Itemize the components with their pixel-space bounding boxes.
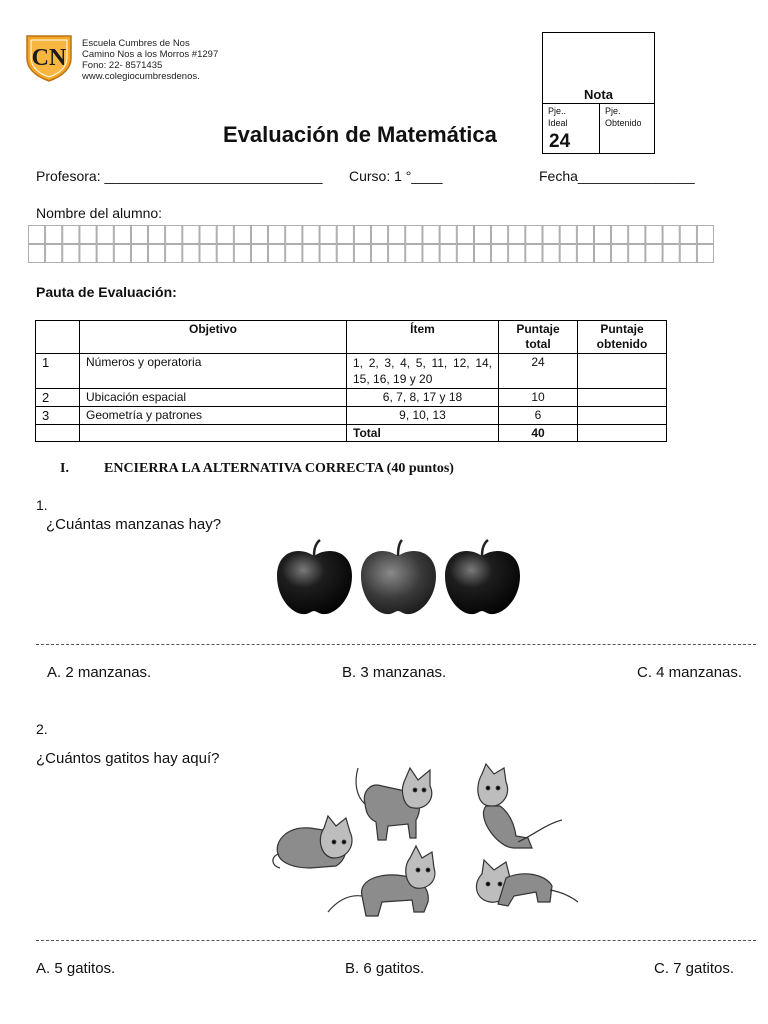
name-letter-box[interactable]: [680, 245, 696, 263]
name-letter-box[interactable]: [320, 226, 336, 244]
name-letter-box[interactable]: [543, 226, 559, 244]
school-web: www.colegiocumbresdenos.: [82, 71, 200, 82]
row-number: 2: [36, 389, 80, 407]
apple: [445, 540, 520, 614]
row-objetivo: Números y operatoria: [80, 354, 347, 389]
pje-ideal-label: Pje.. Ideal: [548, 106, 568, 128]
name-letter-box[interactable]: [372, 245, 388, 263]
name-letter-box[interactable]: [594, 226, 610, 244]
name-letter-box[interactable]: [492, 226, 508, 244]
name-letter-box[interactable]: [97, 245, 113, 263]
row-item: 6, 7, 8, 17 y 18: [347, 389, 499, 407]
name-letter-box[interactable]: [166, 245, 182, 263]
name-letter-box[interactable]: [303, 226, 319, 244]
table-header: Puntaje total: [499, 321, 578, 354]
name-letter-box[interactable]: [46, 226, 62, 244]
divider: [36, 644, 756, 645]
name-letter-box[interactable]: [509, 245, 525, 263]
pje-obtenido-label: Pje. Obtenido: [605, 106, 642, 128]
name-letter-box[interactable]: [114, 245, 130, 263]
question-text: ¿Cuántas manzanas hay?: [46, 516, 222, 533]
name-letter-box[interactable]: [149, 245, 165, 263]
name-letter-box[interactable]: [423, 226, 439, 244]
name-letter-box[interactable]: [354, 226, 370, 244]
name-letter-box[interactable]: [63, 245, 79, 263]
name-letter-box[interactable]: [200, 245, 216, 263]
name-letter-grid[interactable]: [28, 225, 714, 263]
name-letter-box[interactable]: [303, 245, 319, 263]
name-letter-box[interactable]: [697, 245, 713, 263]
school-phone: Fono: 22- 8571435: [82, 60, 163, 71]
row-obtenido[interactable]: [578, 407, 667, 425]
row-puntaje: 24: [499, 354, 578, 389]
table-row: [36, 407, 667, 425]
row-number: 1: [36, 354, 80, 389]
table-header: Ítem: [347, 321, 499, 354]
name-letter-box[interactable]: [166, 226, 182, 244]
name-letter-box[interactable]: [612, 226, 628, 244]
name-letter-box[interactable]: [46, 245, 62, 263]
name-letter-box[interactable]: [526, 226, 542, 244]
apples-icon: [272, 538, 524, 620]
name-letter-box[interactable]: [457, 245, 473, 263]
question-number: 1.: [36, 497, 48, 513]
table-header: [36, 321, 80, 354]
row-puntaje: 10: [499, 389, 578, 407]
name-letter-box[interactable]: [646, 245, 662, 263]
table-row: [36, 389, 667, 407]
name-letter-box[interactable]: [560, 245, 576, 263]
question-number: 2.: [36, 721, 48, 737]
school-address: Camino Nos a los Morros #1297: [82, 49, 219, 60]
section-heading: [60, 461, 454, 477]
name-letter-box[interactable]: [646, 226, 662, 244]
name-letter-box[interactable]: [286, 226, 302, 244]
name-letter-box[interactable]: [474, 245, 490, 263]
name-letter-box[interactable]: [80, 245, 96, 263]
pje-ideal-value: 24: [549, 131, 571, 152]
name-letter-box[interactable]: [492, 245, 508, 263]
name-letter-box[interactable]: [577, 245, 593, 263]
name-letter-box[interactable]: [509, 226, 525, 244]
name-letter-box[interactable]: [612, 245, 628, 263]
divider: [599, 103, 600, 153]
name-letter-box[interactable]: [114, 226, 130, 244]
question-text: ¿Cuántos gatitos hay aquí?: [36, 750, 220, 767]
name-letter-box[interactable]: [629, 226, 645, 244]
option-c[interactable]: C. 4 manzanas.: [637, 664, 743, 681]
name-letter-box[interactable]: [131, 226, 147, 244]
row-objetivo: Geometría y patrones: [80, 407, 347, 425]
name-letter-box[interactable]: [372, 226, 388, 244]
name-letter-box[interactable]: [389, 226, 405, 244]
name-letter-box[interactable]: [29, 226, 45, 244]
name-letter-box[interactable]: [80, 226, 96, 244]
school-name: Escuela Cumbres de Nos: [82, 38, 190, 49]
name-letter-box[interactable]: [663, 245, 679, 263]
table-header: Puntaje obtenido: [578, 321, 667, 354]
total-label: Total: [347, 425, 499, 442]
school-logo-icon: [24, 32, 74, 82]
name-letter-box[interactable]: [234, 245, 250, 263]
row-number: 3: [36, 407, 80, 425]
name-letter-box[interactable]: [29, 245, 45, 263]
table-header: Objetivo: [80, 321, 347, 354]
table-total-row: [36, 425, 667, 442]
option-b[interactable]: B. 3 manzanas.: [342, 664, 447, 681]
name-letter-box[interactable]: [149, 226, 165, 244]
name-letter-box[interactable]: [577, 226, 593, 244]
page-title: Evaluación de Matemática: [223, 122, 497, 147]
evaluation-table: [35, 320, 667, 442]
name-letter-box[interactable]: [269, 226, 285, 244]
name-letter-box[interactable]: [697, 226, 713, 244]
name-letter-box[interactable]: [423, 245, 439, 263]
name-letter-box[interactable]: [131, 245, 147, 263]
table-header-row: [36, 321, 667, 354]
name-letter-box[interactable]: [320, 245, 336, 263]
option-c[interactable]: C. 7 gatitos.: [654, 960, 735, 977]
name-letter-box[interactable]: [629, 245, 645, 263]
option-a[interactable]: A. 5 gatitos.: [36, 960, 116, 977]
fecha-field[interactable]: Fecha_______________: [539, 168, 695, 184]
name-letter-box[interactable]: [680, 226, 696, 244]
name-letter-box[interactable]: [63, 226, 79, 244]
apple: [277, 540, 352, 614]
name-letter-box[interactable]: [560, 226, 576, 244]
row-obtenido[interactable]: [578, 389, 667, 407]
kitten: [273, 816, 352, 868]
name-letter-box[interactable]: [183, 226, 199, 244]
total-value: 40: [499, 425, 578, 442]
name-letter-box[interactable]: [286, 245, 302, 263]
name-letter-box[interactable]: [406, 245, 422, 263]
row-puntaje: 6: [499, 407, 578, 425]
table-row: [36, 354, 667, 389]
name-letter-box[interactable]: [251, 226, 267, 244]
nombre-label: Nombre del alumno:: [36, 205, 163, 221]
pauta-title: Pauta de Evaluación:: [36, 284, 177, 300]
name-letter-box[interactable]: [337, 245, 353, 263]
name-letter-box[interactable]: [474, 226, 490, 244]
name-letter-box[interactable]: [337, 226, 353, 244]
name-letter-box[interactable]: [354, 245, 370, 263]
row-objetivo: Ubicación espacial: [80, 389, 347, 407]
kitten: [356, 768, 432, 840]
logo-letters: CN: [31, 45, 67, 71]
name-letter-box[interactable]: [97, 226, 113, 244]
nota-label: Nota: [584, 87, 613, 102]
grade-box: [542, 32, 655, 154]
name-letter-box[interactable]: [234, 226, 250, 244]
section-text: ENCIERRA LA ALTERNATIVA CORRECTA (40 puntos): [104, 461, 454, 476]
total-obtenido[interactable]: [578, 425, 667, 442]
name-letter-box[interactable]: [440, 226, 456, 244]
kitten: [478, 764, 562, 848]
divider: [36, 940, 756, 941]
row-item: 9, 10, 13: [347, 407, 499, 425]
kittens-icon: [270, 762, 582, 928]
name-letter-box[interactable]: [251, 245, 267, 263]
name-letter-box[interactable]: [663, 226, 679, 244]
name-letter-box[interactable]: [543, 245, 559, 263]
name-letter-box[interactable]: [594, 245, 610, 263]
name-letter-box[interactable]: [526, 245, 542, 263]
kitten: [476, 860, 578, 906]
row-item: 1, 2, 3, 4, 5, 11, 12, 14, 15, 16, 19 y 20: [347, 354, 499, 389]
curso-field[interactable]: Curso: 1 °____: [349, 168, 443, 184]
apple: [361, 540, 436, 614]
name-letter-box[interactable]: [457, 226, 473, 244]
name-letter-box[interactable]: [200, 226, 216, 244]
row-obtenido[interactable]: [578, 354, 667, 389]
option-b[interactable]: B. 6 gatitos.: [345, 960, 425, 977]
section-roman: I.: [60, 461, 69, 476]
name-letter-box[interactable]: [183, 245, 199, 263]
name-letter-box[interactable]: [406, 226, 422, 244]
profesora-field[interactable]: Profesora: ____________________________: [36, 168, 323, 184]
name-letter-box[interactable]: [440, 245, 456, 263]
name-letter-box[interactable]: [217, 226, 233, 244]
name-letter-box[interactable]: [389, 245, 405, 263]
name-letter-box[interactable]: [269, 245, 285, 263]
name-letter-box[interactable]: [217, 245, 233, 263]
school-info: [82, 38, 218, 82]
option-a[interactable]: A. 2 manzanas.: [47, 664, 152, 681]
